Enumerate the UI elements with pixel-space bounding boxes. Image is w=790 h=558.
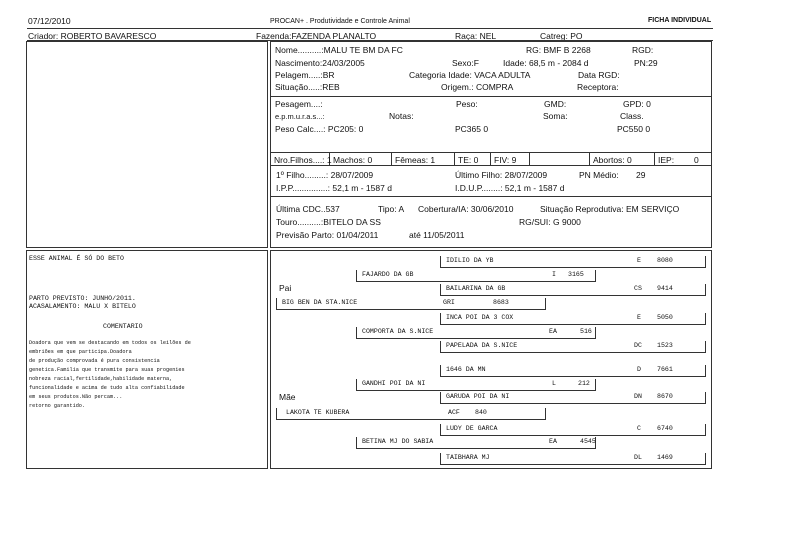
rg-sui: RG/SUI: G 9000 [519,217,581,227]
femeas: Fêmeas: 1 [395,155,436,165]
pedigree-g3-entry: INCA POI DA 3 COX E 5050 [440,313,706,325]
fazenda: Fazenda:FAZENDA PLANALTO [256,31,377,41]
ultimo-filho: Último Filho: 28/07/2009 [455,170,548,180]
tipo: Tipo: A [378,204,405,214]
pc550: PC550 0 [617,124,651,134]
abortos: Abortos: 0 [593,155,632,165]
comentario-line: Doadora que vem se destacando em todos os leilões de [29,340,191,346]
idup: I.D.U.P........: 52,1 m - 1587 d [455,183,565,193]
previsao-parto: Previsão Parto: 01/04/2011 [276,230,379,240]
previsao-ate: até 11/05/2011 [409,230,465,240]
pedigree-g3-entry: LUDY DE GARCA C 6740 [440,424,706,436]
comentario-line: embriões em que participa.Doadora [29,349,132,355]
notes-line1: ESSE ANIMAL É SÓ DO BETO [29,255,124,262]
catreg: Catreg: PO [540,31,583,41]
pedigree-g3-entry: 1646 DA MN D 7661 [440,365,706,377]
gpd: GPD: 0 [623,99,651,109]
ipp: I.P.P...............: 52,1 m - 1587 d [276,183,392,193]
iep-value: 0 [694,155,699,165]
comentario-line: de produção comprovada é pura consistencia [29,358,160,364]
animal-situacao: Situação.....:REB [275,82,340,92]
animal-nome: Nome..........:MALU TE BM DA FC [275,45,403,55]
photo-box [26,41,268,248]
animal-sexo: Sexo:F [452,58,479,68]
animal-rgd: RGD: [632,45,654,55]
class: Class. [620,111,644,121]
iep: IEP: [658,155,675,165]
animal-rg: RG: BMF B 2268 [526,45,591,55]
comentario-line: retorno garantido. [29,403,86,409]
animal-origem: Origem.: COMPRA [441,82,514,92]
soma: Soma: [543,111,568,121]
system-title: PROCAN+ . Produtividade e Controle Animal [270,18,410,25]
header-rule [27,28,713,29]
pedigree-g3-entry: BAILARINA DA GB CS 9414 [440,284,706,296]
situacao-reprodutiva: Situação Reprodutiva: EM SERVIÇO [540,204,680,214]
pesagem: Pesagem....: [275,99,323,109]
pedigree-g3-entry: IDILIO DA YB E 8080 [440,256,706,268]
fiv: FIV: 9 [494,155,517,165]
notes-parto: PARTO PREVISTO: JUNHO/2011. [29,295,136,302]
pedigree-g3-entry: GARUDA POI DA NI DN 8670 [440,392,706,404]
peso: Peso: [456,99,478,109]
pn-medio: PN Médio: [579,170,619,180]
animal-idade: Idade: 68,5 m - 2084 d [503,58,589,68]
mae-label: Mãe [279,392,296,402]
pedigree-g3-entry: TAIBHARA MJ DL 1469 [440,453,706,465]
animal-nascimento: Nascimento:24/03/2005 [275,58,365,68]
comentario-line: genetica.Familia que transmite para suas progenies [29,367,185,373]
animal-data-rgd: Data RGD: [578,70,620,80]
animal-pelagem: Pelagem.....:BR [275,70,335,80]
criador: Criador: ROBERTO BAVARESCO [28,31,157,41]
pedigree-g2-entry: BETINA MJ DO SABIA EA 4545 [356,437,596,449]
comentario-line: funcionalidade e acima de tudo alta confiabilidade [29,385,185,391]
machos: Machos: 0 [333,155,373,165]
notes-acasalamento: ACASALAMENTO: MALU X BITELO [29,303,136,310]
pedigree-g3-entry: PAPELADA DA S.NICE DC 1523 [440,341,706,353]
doc-type: FICHA INDIVIDUAL [648,17,712,24]
pedigree-pai-entry: BIG BEN DA STA.NICE GRI 8683 [276,298,546,310]
pn-medio-value: 29 [636,170,646,180]
pedigree-mae-entry: LAKOTA TE KUBERA ACF 840 [276,408,546,420]
animal-receptora: Receptora: [577,82,619,92]
epmuras: e.p.m.u.r.a.s...: [275,112,325,121]
notas: Notas: [389,111,414,121]
raca: Raça: NEL [455,31,497,41]
comentario-line: em seus produtos.Não percam... [29,394,123,400]
pedigree-g2-entry: COMPORTA DA S.NICE EA 516 [356,327,596,339]
pedigree-g2-entry: FAJARDO DA GB I 3165 [356,270,596,282]
peso-calc: Peso Calc....: PC205: 0 [275,124,364,134]
animal-categoria: Categoria Idade: VACA ADULTA [409,70,531,80]
animal-pn: PN:29 [634,58,658,68]
comentario-line: nobreza racial,fertilidade,habilidade materna, [29,376,173,382]
print-date: 07/12/2010 [28,16,71,26]
touro: Touro..........:BITELO DA SS [276,217,381,227]
pc365: PC365 0 [455,124,489,134]
primeiro-filho: 1º Filho.........: 28/07/2009 [276,170,374,180]
pai-label: Pai [279,283,292,293]
ultima-cdc: Última CDC..537 [276,204,340,214]
comentario-title: COMENTARIO [103,323,143,330]
te: TE: 0 [458,155,479,165]
gmd: GMD: [544,99,567,109]
cobertura: Cobertura/IA: 30/06/2010 [418,204,514,214]
pedigree-g2-entry: GANDHI POI DA NI L 212 [356,379,596,391]
nro-filhos: Nro.Filhos....: 1 [274,155,332,165]
